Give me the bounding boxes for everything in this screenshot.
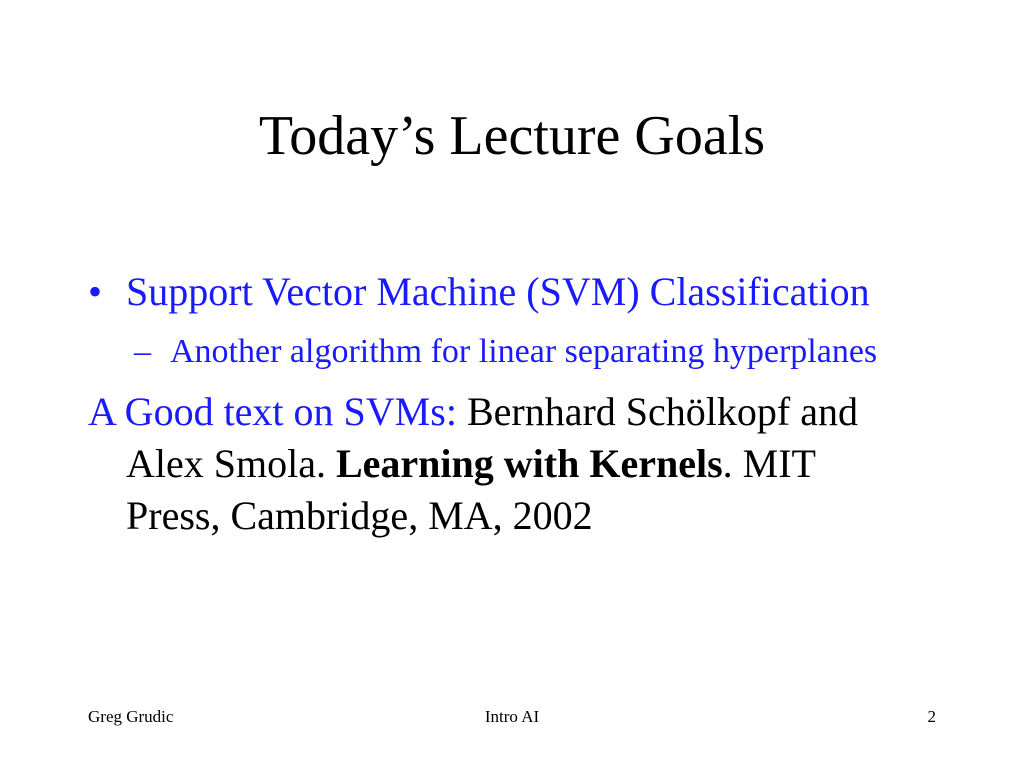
slide-title: Today’s Lecture Goals [258, 105, 766, 167]
sub-bullet-text: Another algorithm for linear separating hyperplanes [170, 333, 878, 370]
bullet-marker: • [88, 269, 103, 314]
book-reference [88, 386, 918, 542]
sub-bullet-item-algorithm [134, 330, 918, 374]
reference-lead: A Good text on SVMs: [88, 389, 457, 434]
slide-body [88, 266, 918, 542]
footer-course: Intro AI [484, 707, 540, 726]
bullet-item-svm [88, 266, 918, 318]
reference-book-title: Learning with Kernels [335, 441, 723, 486]
sub-bullet-marker: – [134, 333, 151, 370]
footer-page-number: 2 [927, 707, 936, 726]
footer-author: Greg Grudic [88, 707, 174, 726]
bullet-text: Support Vector Machine (SVM) Classification [126, 269, 870, 314]
reference-authors: Bernhard Schölkopf and Alex Smola. [126, 389, 858, 486]
reference-publisher: . MIT Press, Cambridge, MA, 2002 [126, 441, 816, 538]
